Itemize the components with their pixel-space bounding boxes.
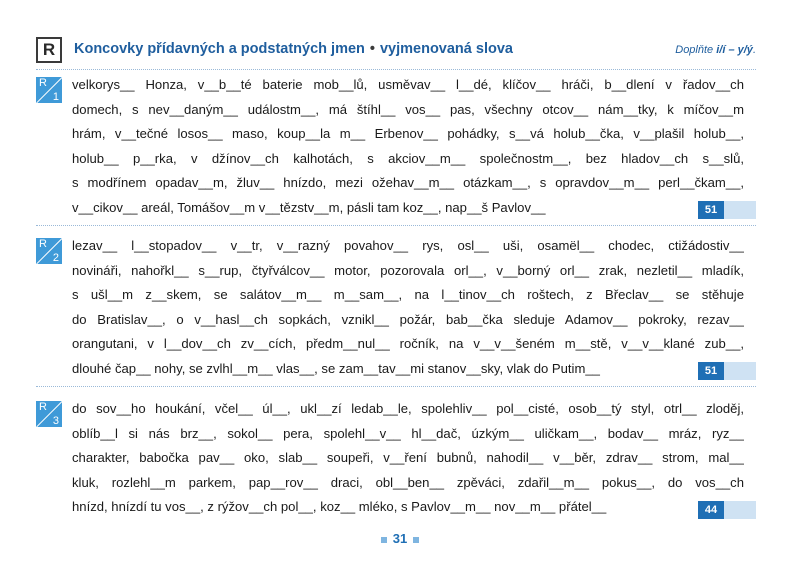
instruction-letters: i/í – y/ý xyxy=(716,44,753,56)
section-divider xyxy=(36,225,756,226)
text-line: holub__ p__rka, v džínov__ch kalhotách, s akciov__m__ společnostm__, bez hladov__ch s__slů, xyxy=(72,150,744,166)
score-value: 51 xyxy=(698,362,724,380)
header xyxy=(36,37,756,67)
score-value: 51 xyxy=(698,201,724,219)
score-value: 44 xyxy=(698,501,724,519)
score-box xyxy=(698,201,756,219)
text-line: dlouhé čap__ nohy, se zvlhl__m__ vlas__, se zam__tav__mi stanov__sky, vlak do Putim__ xyxy=(72,360,600,376)
text-line: s ušl__m z__skem, se salátov__m__ m__sam__, na l__tinov__ch roštech, z Břeclav__ se stěhuje xyxy=(72,287,744,302)
text-line: hrám, v__tečné losos__ maso, koup__la m__ Erbenov__ pohádky, s__vá holub__čka, v__plašil holub__, xyxy=(72,126,744,141)
exercise-text xyxy=(72,234,744,381)
text-line: hnízd, hnízdí tu vos__, z rýžov__ch pol__, koz__ mléko, s Pavlov__m__ nov__m__ přátel__ xyxy=(72,499,607,514)
title-sub: vyjmenovaná slova xyxy=(379,41,513,57)
page-number-marker xyxy=(413,537,419,543)
title-separator-dot: • xyxy=(369,41,375,57)
chapter-badge: R xyxy=(36,37,62,63)
text-line: novináři, nahořkl__ s__rup, čtyřválcov__ motor, pozorovala orl__, v__borný orl__ zrak, nezletil__ mladík, xyxy=(72,262,744,278)
text-line: domech, s nev__daným__ událostm__, má štíhl__ vos__ pas, všechny otcov__ nám__tky, k míčov__m xyxy=(72,101,744,117)
text-line: lezav__ l__stopadov__ v__tr, v__razný povahov__ rys, osl__ uši, osamël__ chodec, ctižádostiv__ xyxy=(72,238,744,253)
text-line: s modřínem opadav__m, žluv__ hnízdo, mezi ožehav__m__ otázkam__, s opravdov__m__ perl__čkam__, xyxy=(72,175,744,190)
text-line: do Bratislav__, o v__hasl__ch sopkách, vznikl__ požár, bab__čka sleduje Adamov__ pokroky, rezav__ xyxy=(72,311,744,327)
title-main: Koncovky přídavných a podstatných jmen xyxy=(74,41,365,57)
text-line: do sov__ho houkání, včel__ úl__, ukl__zí ledab__le, spolehliv__ pol__cisté, osob__tý styl, otrl__ zloděj, xyxy=(72,401,744,416)
page-title xyxy=(74,41,513,57)
text-line: orangutani, v l__dov__ch zv__cích, předm__nul__ ročník, na v__v__šeném m__stě, v__v__klané zub__, xyxy=(72,336,744,351)
text-line: velkorys__ Honza, v__b__té baterie mob__lů, usměvav__ l__dé, klíčov__ hráči, b__dlení v řadov__ch xyxy=(72,77,744,92)
exercise-badge: R 1 xyxy=(36,77,62,103)
text-line: charakter, babočka pav__ oko, slab__ soupeři, v__ření bubnů, nahodil__ v__běr, zdrav__ strom, mal__ xyxy=(72,450,744,465)
score-box xyxy=(698,501,756,519)
exercise-badge: R 3 xyxy=(36,401,62,427)
text-line: kluk, rozlehl__m parkem, pap__rov__ draci, obl__ben__ zpěváci, zdařil__m__ pokus__, do vos__ch xyxy=(72,474,744,490)
page-number: 31 xyxy=(0,531,800,546)
exercise-badge: R 2 xyxy=(36,238,62,264)
exercise-text xyxy=(72,73,744,220)
header-divider xyxy=(36,69,756,70)
score-box xyxy=(698,362,756,380)
text-line: oblíb__l si nás brz__, sokol__ pera, spolehl__v__ hl__dač, úzkým__ uličkam__, bodav__ mráz, ryz__ xyxy=(72,425,744,441)
section-divider xyxy=(36,386,756,387)
exercise-text xyxy=(72,397,744,520)
page-number-marker xyxy=(381,537,387,543)
text-line: v__cikov__ areál, Tomášov__m v__tězstv__m, pásli tam koz__, nap__š Pavlov__ xyxy=(72,199,546,215)
instruction: Doplňte i/í – y/ý. xyxy=(675,44,756,56)
